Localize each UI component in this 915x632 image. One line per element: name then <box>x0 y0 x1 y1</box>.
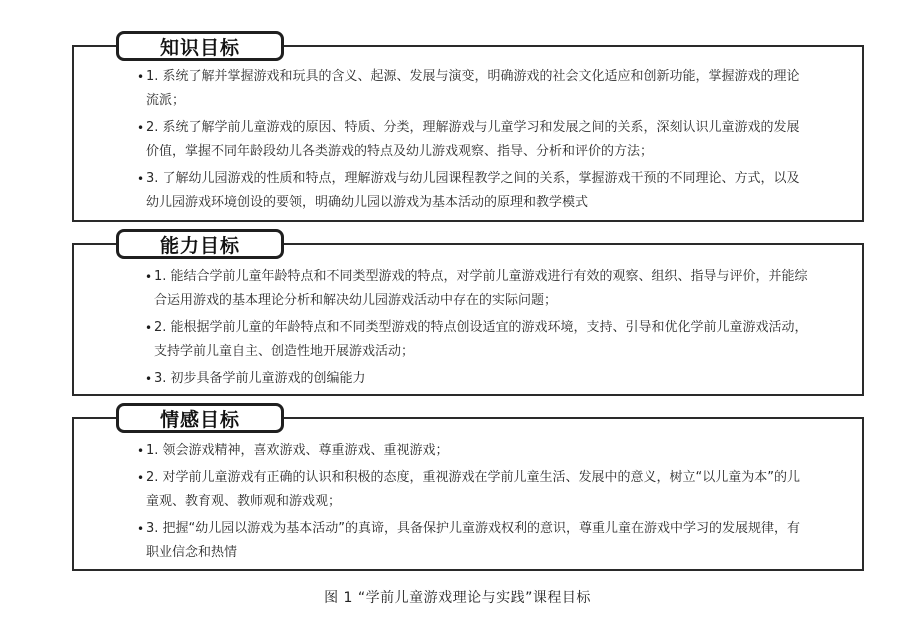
bullet-icon: • <box>137 471 145 485</box>
ability-goals-list <box>145 265 810 394</box>
bullet-icon: • <box>145 270 153 284</box>
knowledge-goals-box <box>72 45 864 222</box>
list-item <box>145 367 810 391</box>
item-text: 3. 初步具备学前儿童游戏的创编能力 <box>154 371 366 386</box>
item-text: 1. 能结合学前儿童年龄特点和不同类型游戏的特点，对学前儿童游戏进行有效的观察、组织、指导与评价，并能综合运用游戏的基本理论分析和解决幼儿园游戏活动中存在的实际问题； <box>154 269 808 308</box>
item-text: 3. 把握“幼儿园以游戏为基本活动”的真谛，具备保护儿童游戏权利的意识，尊重儿童在游戏中学习的发展规律，有职业信念和热情 <box>146 521 801 560</box>
item-text: 1. 领会游戏精神，喜欢游戏、尊重游戏、重视游戏； <box>146 443 449 458</box>
bullet-icon: • <box>137 121 145 135</box>
bullet-icon: • <box>145 372 153 386</box>
affective-goals-list <box>137 439 810 568</box>
affective-goals-title: 情感目标 <box>116 403 284 433</box>
bullet-icon: • <box>137 172 145 186</box>
bullet-icon: • <box>137 522 145 536</box>
item-text: 3. 了解幼儿园游戏的性质和特点，理解游戏与幼儿园课程教学之间的关系，掌握游戏干预的不同理论、方式，以及幼儿园游戏环境创设的要领，明确幼儿园以游戏为基本活动的原理和教学模式 <box>146 171 800 210</box>
list-item <box>137 116 810 164</box>
bullet-icon: • <box>137 444 145 458</box>
item-text: 2. 能根据学前儿童的年龄特点和不同类型游戏的特点创设适宜的游戏环境，支持、引导和优化学前儿童游戏活动，支持学前儿童自主、创造性地开展游戏活动； <box>154 320 808 359</box>
list-item <box>145 316 810 364</box>
list-item <box>137 65 810 113</box>
ability-goals-title: 能力目标 <box>116 229 284 259</box>
item-text: 2. 对学前儿童游戏有正确的认识和积极的态度，重视游戏在学前儿童生活、发展中的意义，树立“以儿童为本”的儿童观、教育观、教师观和游戏观； <box>146 470 801 509</box>
list-item <box>145 265 810 313</box>
bullet-icon: • <box>137 70 145 84</box>
item-text: 1. 系统了解并掌握游戏和玩具的含义、起源、发展与演变，明确游戏的社会文化适应和创新功能，掌握游戏的理论流派； <box>146 69 800 108</box>
list-item <box>137 466 810 514</box>
list-item <box>137 167 810 215</box>
list-item <box>137 439 810 463</box>
ability-goals-box <box>72 243 864 396</box>
affective-goals-box <box>72 417 864 571</box>
item-text: 2. 系统了解学前儿童游戏的原因、特质、分类，理解游戏与儿童学习和发展之间的关系，深刻认识儿童游戏的发展价值，掌握不同年龄段幼儿各类游戏的特点及幼儿游戏观察、指导、分析和评价的方法； <box>146 120 800 159</box>
knowledge-goals-list <box>137 65 810 218</box>
list-item <box>137 517 810 565</box>
figure-caption: 图 1 “学前儿童游戏理论与实践”课程目标 <box>324 590 591 606</box>
bullet-icon: • <box>145 321 153 335</box>
knowledge-goals-title: 知识目标 <box>116 31 284 61</box>
